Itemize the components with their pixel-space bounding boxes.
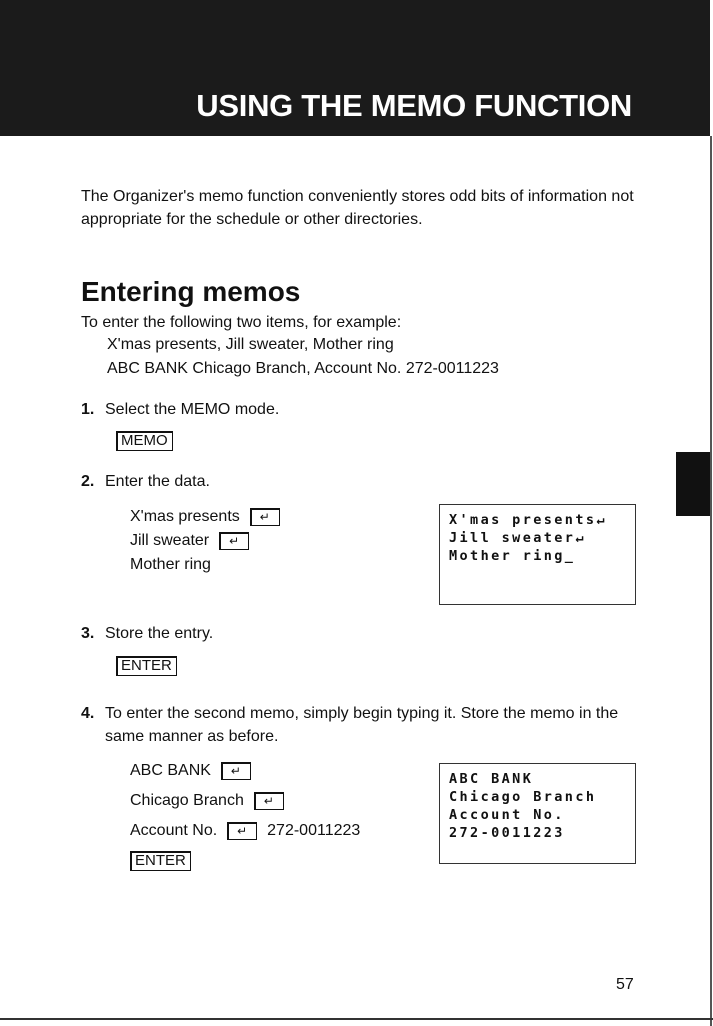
entry-text: Mother ring (130, 556, 211, 573)
section-heading: Entering memos (81, 276, 301, 307)
step-1 (81, 398, 651, 421)
return-key-icon: ↵ (221, 762, 251, 780)
entry-text: Jill sweater (130, 532, 210, 549)
lcd-display (439, 504, 636, 605)
step-text: Select the MEMO mode. (105, 401, 280, 418)
example-line: ABC BANK Chicago Branch, Account No. 272-0011223 (107, 360, 499, 377)
chapter-tab (676, 452, 710, 516)
entry-line (130, 822, 360, 840)
example-line: X'mas presents, Jill sweater, Mother ring (107, 336, 394, 353)
lcd-line: Chicago Branch (449, 789, 597, 805)
entry-text: Account No. (130, 822, 218, 839)
right-margin-rule (710, 136, 712, 1026)
step-number: 4. (81, 705, 95, 722)
memo-key: MEMO (116, 431, 173, 451)
entry-line (130, 556, 211, 574)
step-number: 2. (81, 473, 95, 490)
step-text: Enter the data. (105, 473, 210, 490)
account-number: 272-0011223 (267, 822, 361, 839)
enter-key: ENTER (116, 656, 177, 676)
lcd-line: Account No. (449, 807, 565, 823)
entry-line (130, 532, 249, 550)
step-2 (81, 470, 651, 493)
step-3 (81, 622, 651, 645)
step-4 (81, 702, 651, 745)
step-number: 1. (81, 401, 95, 418)
intro-paragraph: The Organizer's memo function conveniently stores odd bits of information not appropriate for the schedule or other directories. (81, 188, 634, 228)
return-key-icon: ↵ (219, 532, 249, 550)
return-key-icon: ↵ (227, 822, 257, 840)
step-text: To enter the second memo, simply begin typing it. Store the memo in the same manner as before. (105, 705, 619, 745)
lcd-line: 272-0011223 (449, 825, 565, 841)
entry-line (130, 508, 280, 526)
lcd-line: X'mas presents↵ (449, 512, 607, 528)
entry-text: ABC BANK (130, 762, 211, 779)
entry-line (130, 792, 284, 810)
entry-text: X'mas presents (130, 508, 240, 525)
lcd-line: ABC BANK (449, 771, 534, 787)
enter-key: ENTER (130, 851, 191, 871)
lcd-display (439, 763, 636, 864)
example-intro: To enter the following two items, for example: (81, 314, 402, 331)
lcd-line: Mother ring_ (449, 548, 576, 564)
step-text: Store the entry. (105, 625, 214, 642)
bottom-rule (0, 1018, 713, 1020)
return-key-icon: ↵ (250, 508, 280, 526)
entry-line (130, 762, 251, 780)
page-number: 57 (616, 976, 634, 993)
entry-text: Chicago Branch (130, 792, 244, 809)
return-key-icon: ↵ (254, 792, 284, 810)
page-title: USING THE MEMO FUNCTION (196, 88, 632, 123)
lcd-line: Jill sweater↵ (449, 530, 586, 546)
step-number: 3. (81, 625, 95, 642)
